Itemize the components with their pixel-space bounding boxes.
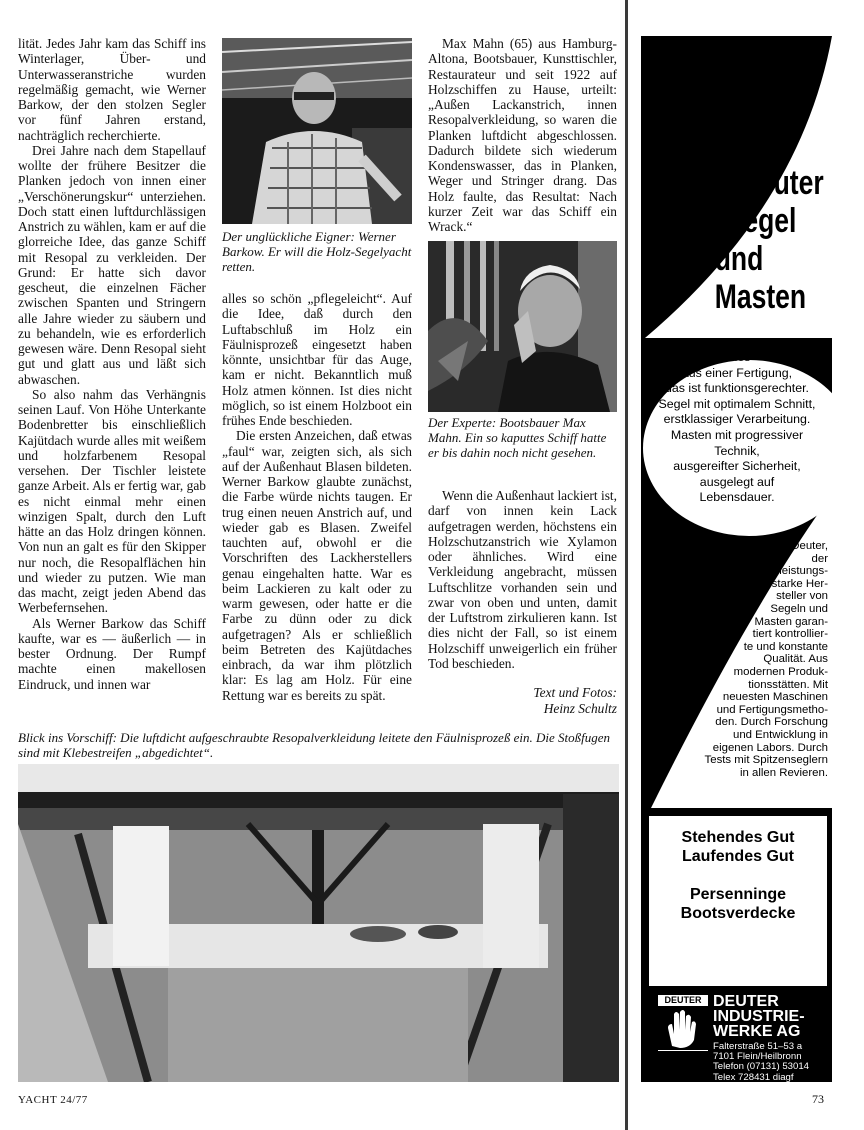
photo-werner-barkow-image xyxy=(222,38,412,224)
body-line: Segeln und xyxy=(770,602,828,615)
headline-line: Masten xyxy=(715,278,807,316)
body-line: te und konstante xyxy=(743,640,828,653)
page-gutter-line xyxy=(625,0,628,1130)
paragraph: Drei Jahre nach dem Stapellauf wollte der frühere Besitzer die Planken jedoch von innen einer „Verschönerungskur“ unterziehen. Doch statt einen luftdurchlässigen Anstrich zu wählen, kam er auf die glorreiche Idee, das ganze Schiff mit Resopal zu verkleiden. Der Grund: Er hatte sich davor gescheut, die einzelnen Fächer zwischen Spanten und Stringern alle Jahre wieder zu säubern und zu behandeln, wie es erforderlich gewesen wäre. Denn Resopal sieht gut und glatt aus und läßt sich abwaschen. xyxy=(18,142,206,387)
body-line: eigenen Labors. Durch xyxy=(712,741,828,754)
ad-products xyxy=(649,828,827,923)
article-column-3-top xyxy=(428,36,617,234)
pitch-line: Lebensdauer. xyxy=(699,490,775,505)
hand-icon xyxy=(658,1006,708,1050)
company-line: INDUSTRIE- xyxy=(713,1008,805,1025)
body-line: in allen Revieren. xyxy=(739,766,828,779)
pitch-line: Masten mit progressiver xyxy=(670,427,804,442)
paragraph: alles so schön „pflegeleicht“. Auf die Idee, daß durch den Luftabschluß im Holz ein Fäulnisprozeß eingesetzt haben könnte, unsichtbar für das Auge, kam er nicht. Bekanntlich muß Holz atmen können. Ist dies nicht möglich, so ist einem Holzboot ein frühes Ende beschieden. xyxy=(222,291,412,428)
article-column-2 xyxy=(222,291,412,703)
body-line: Tests mit Spitzenseglern xyxy=(704,754,828,767)
company-name xyxy=(713,994,805,1039)
address-line: Falterstraße 51–53 a xyxy=(713,1041,803,1052)
body-line: Qualität. Aus xyxy=(763,653,828,666)
caption-barkow: Der unglückliche Eigner: Werner Barkow. Er will die Holz-Segelyacht retten. xyxy=(222,229,412,274)
paragraph: Wenn die Außenhaut lackiert ist, darf von innen kein Lack aufgetragen werden, höchstens ein Holzschutzanstrich wie Xylamon oder ähnliches. Wird eine Verkleidung angebracht, müssen Luftschlitze vorhanden sein und zwar von oben und unten, damit der Luftstrom zirkulieren kann. Ist dies nicht der Fall, so ist einem Holzschiff unweigerlich ein früher Tod beschieden. xyxy=(428,488,617,671)
photo-werner-barkow xyxy=(222,38,412,224)
article-column-3-bottom xyxy=(428,488,617,671)
pitch-line: aus einer Fertigung, xyxy=(681,365,793,380)
photo-forepeak-image xyxy=(18,764,619,1082)
product-line: Bootsverdecke xyxy=(680,905,796,922)
pitch-line: das ist funktionsgerechter. xyxy=(665,381,809,396)
pitch-line: ausgelegt auf xyxy=(699,474,775,489)
photo-max-mahn xyxy=(428,241,617,412)
photo-max-mahn-image xyxy=(428,241,617,412)
ad-body xyxy=(705,540,828,779)
body-line: der xyxy=(811,552,828,565)
body-line: tionsstätten. Mit xyxy=(748,678,828,691)
headline-line: Deuter xyxy=(739,164,824,202)
article-column-1 xyxy=(18,36,206,692)
body-line: und Entwicklung in xyxy=(733,728,828,741)
body-line: und Fertigungsmetho- xyxy=(716,703,828,716)
paragraph: Als Werner Barkow das Schiff kaufte, war es — äußerlich — in bester Ordnung. Der Rumpf machte einen makellosen Eindruck, und innen war xyxy=(18,615,206,692)
footer-magazine: YACHT 24/77 xyxy=(18,1094,88,1106)
ad-headline xyxy=(710,164,824,316)
paragraph: Max Mahn (65) aus Hamburg-Altona, Bootsbauer, Kunsttischler, Restaurateur und seit 1922 auf Holzschiffen zu Hause, urteilt: „Außen Lackanstrich, innen Resopalverkleidung, so waren die Planken luftdicht abgeschlossen. Dadurch bildete sich wiederum Kondenswasser, das in Planken, Weger und Stringer drang. Das Holz faulte, das Resultat: Nach kurzer Zeit war das Schiff ein Wrack.“ xyxy=(428,36,617,234)
credit-line-1: Text und Fotos: xyxy=(533,685,617,700)
pitch-line: ausgereifter Sicherheit, xyxy=(673,459,801,474)
deuter-logo xyxy=(657,994,709,1052)
ad-pitch xyxy=(643,350,831,506)
paragraph: Die ersten Anzeichen, daß etwas „faul“ war, zeigten sich, als sich auf der Außenhaut Blasen bildeten. Werner Barkow glaubte zunächst, die Farbe würde nichts taugen. Er trug einen neuen Anstrich auf, und wieder gab es Blasen. Zweifel tauchten auf, obwohl er die Vorschriften des Lackherstellers genau eingehalten hatte. War es beim Lackieren zu kalt oder zu warm gewesen, oder hatte er die Farbe zu dünn oder zu dick aufgetragen? Als er schließlich beim Betreten des Kajütdaches einbrach, da war ihm plötzlich klar: Es lag am Holz. Für eine Rettung war es bereits zu spät. xyxy=(222,428,412,703)
paragraph: So also nahm das Verhängnis seinen Lauf. Von Höhe Unterkante Bodenbretter bis einschließlich Kajütdach wurde alles mit weißem und holzfarbenem Resopal versehen. Der Tischler leistete ganze Arbeit. Als er fertig war, gab es nicht einmal mehr einen winzigen Spalt, durch den Luft hätte an das Holz dringen können. Von nun an galt es für den Skipper nur noch, die Resopalflächen hin und wieder zu putzen. Wie man das macht, zeigt jeden Abend das Werbefernsehen. xyxy=(18,386,206,616)
pitch-line: Alles xyxy=(723,350,751,364)
address-line: 7101 Flein/Heilbronn xyxy=(713,1051,802,1063)
body-line: leistungs- xyxy=(779,565,828,578)
credit-line-2: Heinz Schultz xyxy=(543,700,617,716)
body-line: tiert kontrollier- xyxy=(752,628,828,641)
pitch-line: Segel mit optimalem Schnitt, xyxy=(658,396,816,411)
address-line: Telefon (07131) 53014 xyxy=(713,1061,810,1073)
company-line: DEUTER xyxy=(713,993,779,1010)
product-line: Persenninge xyxy=(689,886,787,903)
body-line: den. Durch Forschung xyxy=(715,716,828,729)
product-line: Stehendes Gut xyxy=(681,829,795,846)
caption-bottom: Blick ins Vorschiff: Die luftdicht aufgeschraubte Resopalverkleidung leitete den Fäulnisprozeß ein. Die Stoßfugen sind mit Klebestreifen „abgedichtet“. xyxy=(18,730,610,760)
body-line: modernen Produk- xyxy=(733,665,828,678)
footer-page-number: 73 xyxy=(812,1092,824,1106)
deuter-advertisement xyxy=(641,36,832,1082)
company-address xyxy=(713,1042,809,1082)
caption-mahn: Der Experte: Bootsbauer Max Mahn. Ein so kaputtes Schiff hatte er bis dahin noch nicht gesehen. xyxy=(428,415,607,460)
body-line: Masten garan- xyxy=(754,615,828,628)
body-line: Deuter, xyxy=(791,540,828,552)
body-line: steller von xyxy=(776,590,828,603)
author-credit xyxy=(428,685,617,716)
product-line: Laufendes Gut xyxy=(681,848,794,865)
body-line: neuesten Maschinen xyxy=(722,691,828,704)
company-line: WERKE AG xyxy=(713,1023,801,1040)
pitch-line: Technik, xyxy=(714,443,760,458)
body-line: starke Her- xyxy=(771,577,828,590)
headline-line: Segel xyxy=(725,202,797,240)
headline-line: und xyxy=(715,240,764,278)
photo-forepeak-interior xyxy=(18,764,619,1082)
address-line: Telex 728431 diagf xyxy=(713,1071,794,1082)
logo-text: DEUTER xyxy=(664,995,702,1005)
pitch-line: erstklassiger Verarbeitung. xyxy=(663,412,811,427)
paragraph: lität. Jedes Jahr kam das Schiff ins Winterlager, Über- und Unterwasseranstriche wurden regelmäßig gemacht, wie Werner Barkow, der den stolzen Segler vor fünf Jahren erstand, nachträglich recherchierte. xyxy=(18,36,206,143)
